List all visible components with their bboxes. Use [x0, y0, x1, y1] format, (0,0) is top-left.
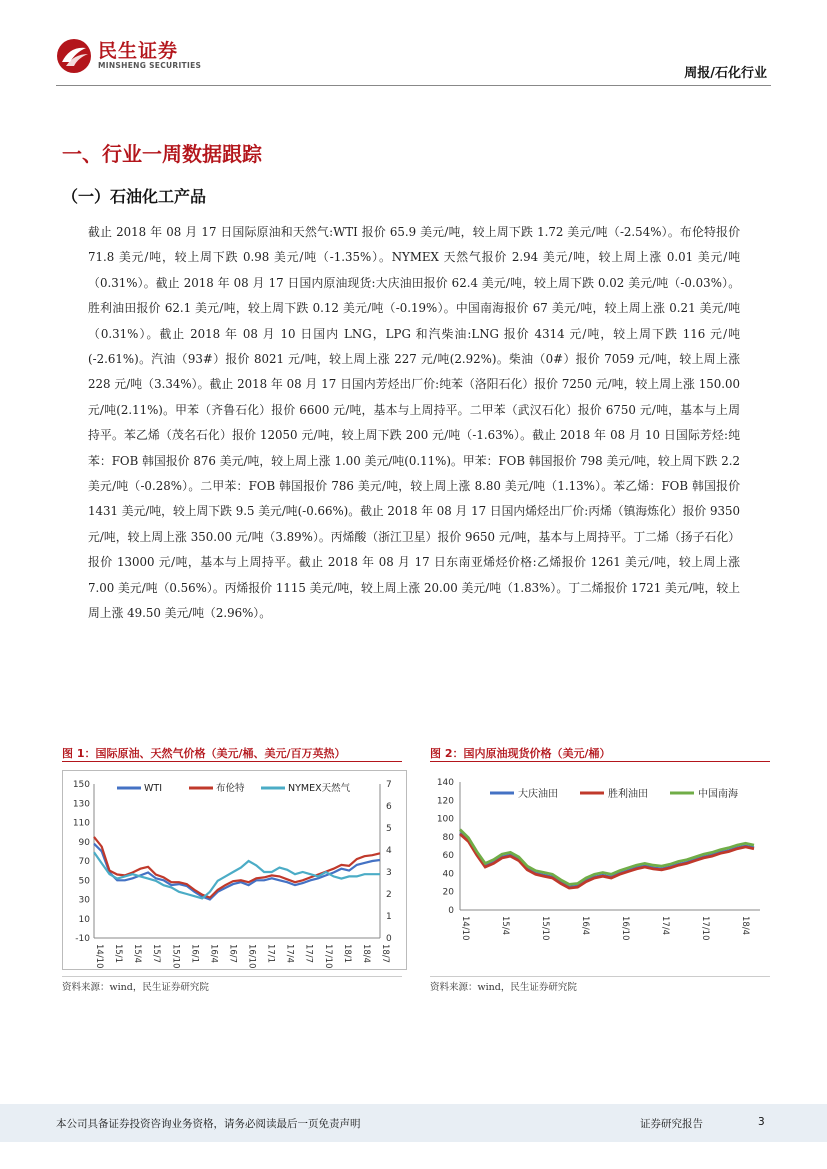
- footer-disclaimer: 本公司具备证券投资咨询业务资格，请务必阅读最后一页免责声明: [56, 1118, 361, 1130]
- footer-report-label: 证券研究报告: [640, 1118, 703, 1130]
- figure1-chart: [62, 770, 407, 970]
- paragraph-text: 截止 2018 年 08 月 17 日国际原油和天然气:WTI 报价 65.9 美元/吨，较上周下跌 1.72 美元/吨（-2.54%）。布伦特报价 71.8 美元/吨，较上周下跌 0.98 美元/吨（-1.35%）。NYMEX 天然气报价 2.94 美元/吨，较上周上涨 0.01 美元/吨（0.31%）。截止 2018 年 08 月 17 日国内原油现货:大庆油田报价 62.4 美元/吨，较上周下跌 0.02 美元/吨（-0.03%）。胜利油田报价 62.1 美元/吨，较上周下跌 0.12 美元/吨（-0.19%）。中国南海报价 67 美元/吨，较上周上涨 0.21 美元/吨（0.31%）。截止 2018 年 08 月 10 日国内 LNG，LPG 和汽柴油:LNG 报价 4314 元/吨，较上周下跌 116 元/吨(-2.61%)。汽油（93#）报价 8021 元/吨，较上周上涨 227 元/吨(2.92%)。柴油（0#）报价 7059 元/吨，较上周上涨 228 元/吨（3.34%）。截止 2018 年 08 月 17 日国内芳烃出厂价:纯苯（洛阳石化）报价 7250 元/吨，较上周上涨 150.00 元/吨(2.11%)。甲苯（齐鲁石化）报价 6600 元/吨，基本与上周持平。二甲苯（武汉石化）报价 6750 元/吨，基本与上周持平。苯乙烯（茂名石化）报价 12050 元/吨，较上周下跌 200 元/吨（-1.63%）。截止 2018 年 08 月 10 日国际芳烃:纯苯：FOB 韩国报价 876 美元/吨，较上周上涨 1.00 美元/吨(0.11%)。甲苯：FOB 韩国报价 798 美元/吨，较上周下跌 2.2 美元/吨（-0.28%）。二甲苯：FOB 韩国报价 786 美元/吨，较上周上涨 8.80 美元/吨（1.13%）。苯乙烯：FOB 韩国报价 1431 美元/吨，较上周下跌 9.5 美元/吨(-0.66%)。截止 2018 年 08 月 17 日国内烯烃出厂价:丙烯（镇海炼化）报价 9350 元/吨，较上周上涨 350.00 元/吨（3.89%）。丙烯酸（浙江卫星）报价 9650 元/吨，基本与上周持平。丁二烯（扬子石化）报价 13000 元/吨，基本与上周持平。截止 2018 年 08 月 17 日东南亚烯烃价格:乙烯报价 1261 美元/吨，较上周上涨 7.00 美元/吨（0.56%）。丙烯报价 1115 美元/吨，较上周上涨 20.00 美元/吨（1.83%）。丁二烯报价 1721 美元/吨，较上周上涨 49.50 美元/吨（2.96%）。: [88, 225, 740, 621]
- report-type-label: 周报/石化行业: [684, 66, 767, 81]
- figure2-title-row: [430, 742, 770, 762]
- y-tick-right: 3: [386, 868, 392, 878]
- x-tick-label: 15/10: [170, 944, 181, 969]
- y-tick-left: 150: [72, 780, 90, 790]
- x-tick-label: 15/10: [540, 916, 550, 941]
- legend-label: 中国南海: [698, 789, 738, 800]
- legend-label: 大庆油田: [518, 789, 558, 800]
- x-tick-label: 15/7: [151, 944, 162, 964]
- y-tick-left: -10: [75, 934, 90, 944]
- x-tick-label: 17/7: [303, 944, 314, 964]
- x-tick-label: 17/1: [265, 944, 276, 964]
- series-line-胜利油田: [460, 834, 754, 888]
- y-tick-label: 100: [436, 814, 454, 825]
- x-tick-label: 17/10: [700, 916, 710, 941]
- figure1-title-row: [62, 742, 402, 762]
- legend-label: 胜利油田: [608, 789, 648, 800]
- y-tick-right: 6: [386, 802, 392, 812]
- x-tick-label: 16/4: [208, 944, 219, 964]
- x-tick-label: 17/4: [284, 944, 295, 964]
- x-tick-label: 16/4: [580, 916, 590, 936]
- y-tick-label: 80: [442, 832, 454, 843]
- x-tick-label: 14/10: [460, 916, 470, 941]
- y-tick-left: 90: [78, 837, 90, 848]
- page-header: [56, 36, 771, 86]
- y-tick-right: 7: [386, 780, 392, 790]
- y-tick-left: 130: [72, 799, 90, 810]
- y-tick-label: 60: [442, 851, 454, 862]
- y-tick-right: 5: [386, 824, 392, 834]
- y-tick-label: 0: [448, 906, 454, 916]
- legend-label: 布伦特: [216, 783, 245, 794]
- x-tick-label: 18/7: [380, 944, 390, 964]
- y-tick-right: 0: [386, 934, 392, 944]
- x-tick-label: 17/4: [660, 916, 670, 936]
- figure2-title: 图 2：国内原油现货价格（美元/桶）: [430, 747, 611, 760]
- x-tick-label: 16/10: [246, 944, 257, 969]
- y-tick-right: 4: [386, 846, 392, 856]
- y-tick-right: 2: [386, 890, 392, 900]
- y-tick-left: 110: [72, 818, 90, 829]
- minsheng-logo-icon: [56, 38, 92, 74]
- y-tick-label: 20: [442, 887, 454, 898]
- x-tick-label: 16/1: [189, 944, 200, 964]
- legend-label: NYMEX天然气: [288, 783, 351, 794]
- x-tick-label: 15/1: [113, 944, 124, 964]
- x-tick-label: 16/10: [620, 916, 630, 941]
- y-tick-left: 10: [78, 914, 90, 925]
- y-tick-right: 1: [386, 912, 392, 922]
- x-tick-label: 16/7: [227, 944, 238, 964]
- figure1-title: 图 1：国际原油、天然气价格（美元/桶、美元/百万英热）: [62, 747, 346, 760]
- subsection-heading: （一）石油化工产品: [62, 187, 207, 206]
- x-tick-label: 18/4: [360, 944, 371, 964]
- series-line-布伦特: [94, 837, 380, 898]
- y-tick-left: 30: [78, 895, 90, 906]
- figure1-source: 资料来源：wind，民生证券研究院: [62, 976, 402, 993]
- legend-label: WTI: [144, 783, 162, 794]
- series-line-大庆油田: [460, 833, 754, 887]
- logo-text-en: MINSHENG SECURITIES: [98, 61, 202, 70]
- y-tick-label: 40: [442, 869, 454, 880]
- y-tick-label: 120: [436, 796, 454, 807]
- y-tick-label: 140: [436, 778, 454, 788]
- x-tick-label: 15/4: [500, 916, 510, 936]
- figure2-source: 资料来源：wind，民生证券研究院: [430, 976, 770, 993]
- company-logo: [56, 38, 201, 74]
- y-tick-left: 50: [78, 876, 90, 887]
- x-tick-label: 18/1: [341, 944, 352, 964]
- x-tick-label: 17/10: [322, 944, 333, 969]
- section-heading: 一、行业一周数据跟踪: [62, 142, 262, 166]
- body-paragraph: [88, 220, 740, 627]
- page-number: 3: [758, 1116, 765, 1128]
- figure2-chart: [420, 770, 770, 970]
- y-tick-left: 70: [78, 857, 90, 867]
- x-tick-label: 15/4: [132, 944, 143, 964]
- x-tick-label: 14/10: [94, 944, 104, 969]
- x-tick-label: 18/4: [740, 916, 750, 936]
- page-footer: [0, 1104, 827, 1142]
- series-line-NYMEX天然气: [94, 852, 380, 898]
- logo-text-cn: 民生证券: [98, 40, 179, 62]
